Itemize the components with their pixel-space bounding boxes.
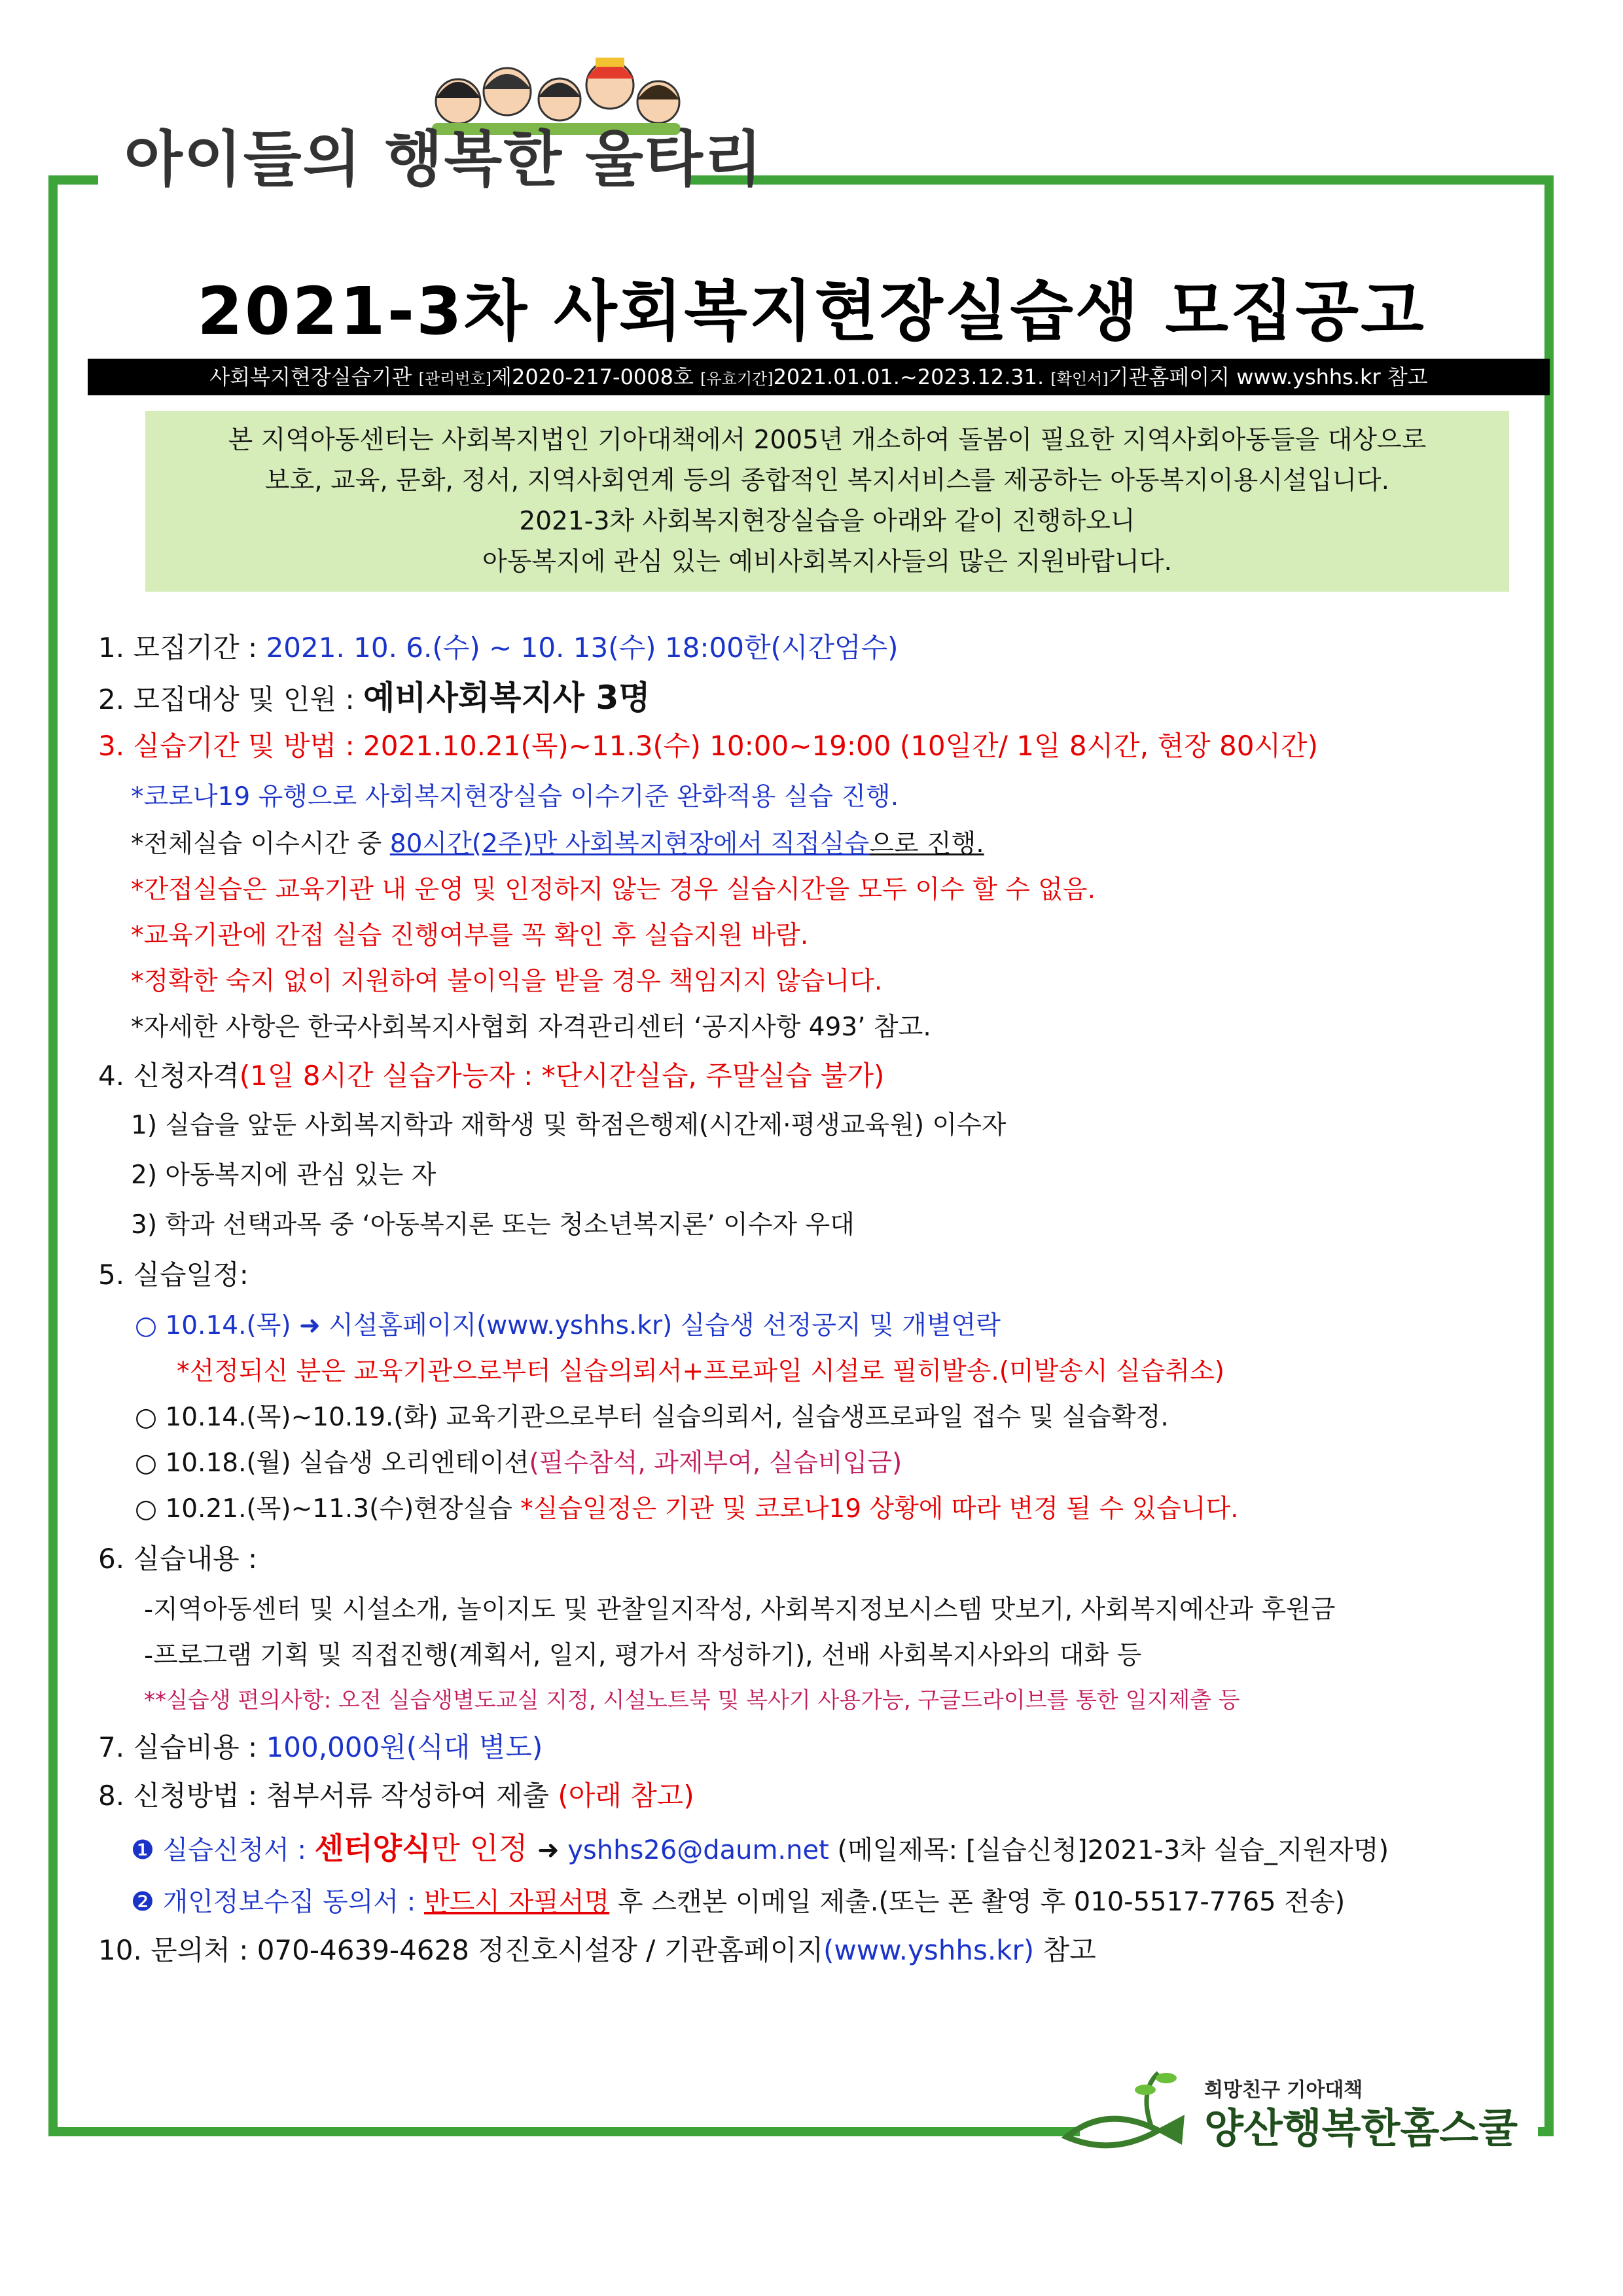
schedule-highlight: (필수참석, 과제부여, 실습비입금) [529, 1448, 902, 1478]
note-text: *전체실습 이수시간 중 [131, 829, 390, 859]
logo-subtitle: 희망친구 기아대책 [1204, 2079, 1363, 2102]
content-line: -지역아동센터 및 시설소개, 놀이지도 및 관찰일지작성, 사회복지정보시스템 맛보기, 사회복지예산과 후원금 [144, 1595, 1336, 1624]
info-bar-tag: [유효기간] [700, 370, 774, 388]
intro-line: 2021-3차 사회복지현장실습을 아래와 같이 진행하오니 [519, 507, 1135, 536]
info-bar-text: 기관홈페이지 www.yshhs.kr 참고 [1108, 365, 1428, 389]
step-label: ❶ 실습신청서 : [131, 1835, 315, 1865]
note-line: *자세한 사항은 한국사회복지사협회 자격관리센터 ‘공지사항 493’ 참고. [131, 1013, 931, 1042]
content-benefit-line: **실습생 편의사항: 오전 실습생별도교실 지정, 시설노트북 및 복사기 사용가능, 구글드라이브를 통한 일지제출 등 [144, 1687, 1240, 1713]
info-bar-text: 2021.01.01.~2023.12.31. [773, 365, 1051, 389]
schedule-line [135, 1444, 902, 1483]
note-line: *간접실습은 교육기관 내 운영 및 인정하지 않는 경우 실습시간을 모두 이수 할 수 없음. [131, 875, 1096, 905]
contact-text: 10. 문의처 : 070-4639-4628 정진호시설장 / 기관홈페이지 [98, 1934, 824, 1966]
schedule-text: ○ 10.21.(목)~11.3(수)현장실습 [135, 1494, 521, 1524]
schedule-line: ○ 10.14.(목)~10.19.(화) 교육기관으로부터 실습의뢰서, 실습생프로파일 접수 및 실습확정. [135, 1403, 1169, 1432]
note-highlight: 80시간(2주)만 사회복지현장에서 직접실습 [389, 829, 870, 859]
institution-info-bar [88, 359, 1550, 395]
qualification-line: 1) 실습을 앞둔 사회복지학과 재학생 및 학점은행제(시간제·평생교육원) 이수자 [131, 1111, 1007, 1140]
item-label: 2. 모집대상 및 인원 : [98, 683, 363, 715]
schedule-line: ○ 10.14.(목) ➜ 시설홈페이지(www.yshhs.kr) 실습생 선정공지 및 개별연락 [135, 1311, 1001, 1340]
item-label: 1. 모집기간 : [98, 632, 266, 664]
schedule-text: ○ 10.18.(월) 실습생 오리엔테이션 [135, 1448, 529, 1478]
logo-name: 양산행복한홈스쿨 [1204, 2104, 1518, 2152]
qualification-line: 2) 아동복지에 관심 있는 자 [131, 1160, 437, 1190]
content-line: -프로그램 기획 및 직접진행(계획서, 일지, 평가서 작성하기), 선배 사회복지사와의 대화 등 [144, 1641, 1142, 1670]
item-recruit-period [98, 628, 899, 668]
item-cost [98, 1728, 543, 1767]
item-value: (1일 8시간 실습가능자 : *단시간실습, 주말실습 불가) [239, 1060, 885, 1092]
item-value: 100,000원(식대 별도) [266, 1731, 543, 1763]
apply-email-link[interactable]: yshhs26@daum.net [567, 1835, 829, 1865]
item-contact [98, 1931, 1096, 1970]
intro-line: 아동복지에 관심 있는 예비사회복지사들의 많은 지원바랍니다. [482, 547, 1172, 577]
info-bar-text: 사회복지현장실습기관 [209, 365, 419, 389]
step-label: ❷ 개인정보수집 동의서 : [131, 1887, 424, 1917]
item-content: 6. 실습내용 : [98, 1543, 258, 1575]
step-highlight: 반드시 자필서명 [423, 1887, 610, 1917]
schedule-note: *선정되신 분은 교육기관으로부터 실습의뢰서+프로파일 시설로 필히발송.(미발송시 실습취소) [177, 1357, 1225, 1386]
step-text: 후 스캔본 이메일 제출.(또는 폰 촬영 후 010-5517-7765 전송) [609, 1887, 1346, 1917]
brand-slogan: 아이들의 행복한 울타리 [124, 124, 764, 194]
note-line: *코로나19 유행으로 사회복지현장실습 이수기준 완화적용 실습 진행. [131, 782, 899, 812]
item-target [98, 678, 651, 719]
note-text: 으로 진행. [869, 829, 984, 859]
item-value: 2021. 10. 6.(수) ~ 10. 13(수) 18:00한(시간엄수) [266, 632, 899, 664]
intro-line: 본 지역아동센터는 사회복지법인 기아대책에서 2005년 개소하여 돌봄이 필요한 지역사회아동들을 대상으로 [228, 425, 1427, 455]
item-qualification [98, 1056, 884, 1096]
item-practice-period: 3. 실습기간 및 방법 : 2021.10.21(목)~11.3(수) 10:00~19:00 (10일간/ 1일 8시간, 현장 80시간) [98, 730, 1318, 762]
arrow-icon: ➜ [537, 1835, 568, 1865]
info-bar-tag: [관리번호] [418, 370, 492, 388]
intro-box [145, 411, 1509, 592]
item-label: 7. 실습비용 : [98, 1731, 266, 1763]
note-line: *정확한 숙지 없이 지원하여 불이익을 받을 경우 책임지지 않습니다. [131, 967, 883, 996]
schedule-line [135, 1490, 1239, 1529]
qualification-line: 3) 학과 선택과목 중 ‘아동복지론 또는 청소년복지론’ 이수자 우대 [131, 1210, 855, 1240]
contact-text: 참고 [1034, 1934, 1096, 1966]
step-text: (메일제목: [실습신청]2021-3차 실습_지원자명) [829, 1835, 1389, 1865]
item-label: 4. 신청자격 [98, 1060, 240, 1092]
step-text: 만 인정 [431, 1831, 537, 1866]
info-bar-text: 제2020-217-0008호 [491, 365, 701, 389]
homepage-link[interactable]: (www.yshhs.kr) [823, 1934, 1035, 1966]
item-value: (아래 참고) [558, 1780, 694, 1812]
apply-step-2 [131, 1882, 1345, 1922]
info-bar-tag: [확인서] [1050, 370, 1109, 388]
note-line: *교육기관에 간접 실습 진행여부를 꼭 확인 후 실습지원 바람. [131, 921, 809, 950]
step-highlight: 센터양식 [314, 1831, 431, 1866]
item-label: 8. 신청방법 : 첨부서류 작성하여 제출 [98, 1780, 558, 1812]
intro-line: 보호, 교육, 문화, 정서, 지역사회연계 등의 종합적인 복지서비스를 제공하는 아동복지이용시설입니다. [264, 466, 1390, 495]
page-title: 2021-3차 사회복지현장실습생 모집공고 [197, 273, 1426, 350]
schedule-highlight: *실습일정은 기관 및 코로나19 상황에 따라 변경 될 수 있습니다. [520, 1494, 1239, 1524]
item-schedule: 5. 실습일정: [98, 1259, 249, 1291]
item-value: 예비사회복지사 3명 [363, 679, 651, 717]
apply-step-1 [131, 1829, 1389, 1870]
item-apply-method [98, 1776, 694, 1816]
note-line [131, 825, 984, 864]
